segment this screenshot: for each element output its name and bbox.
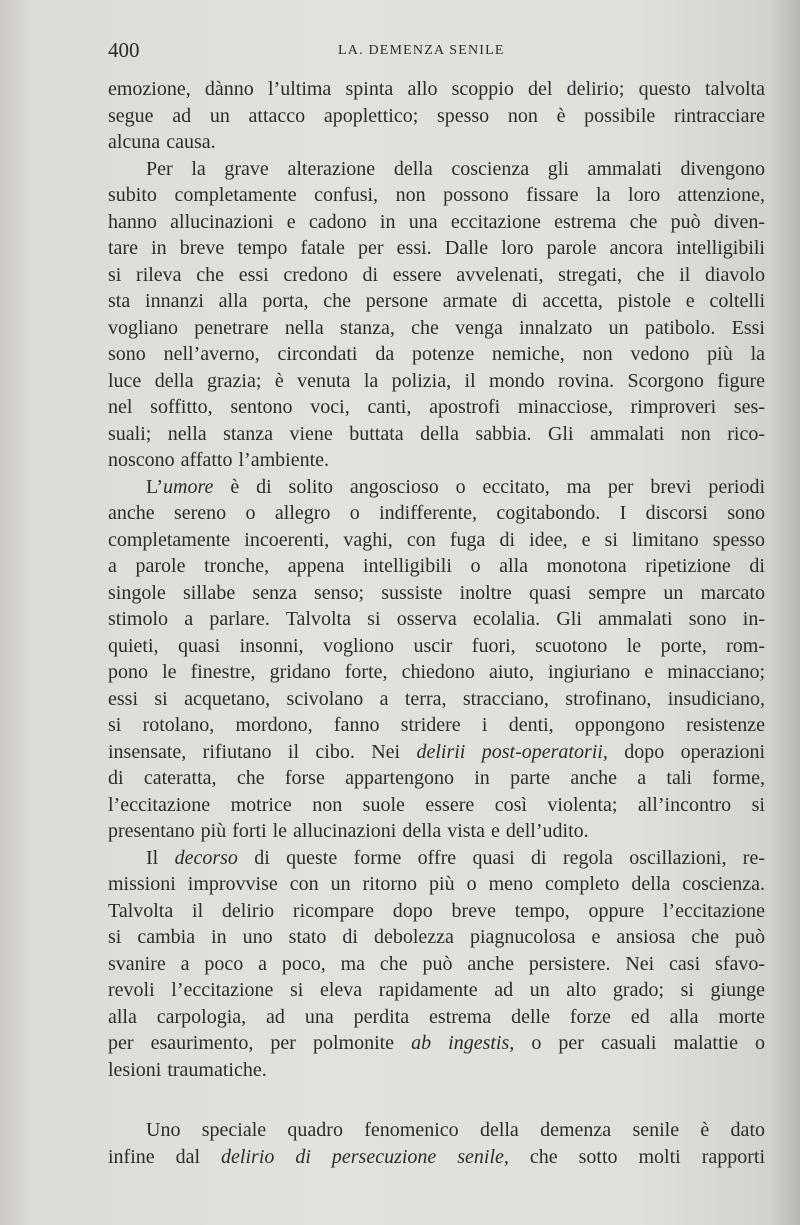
text-line: a parole tronche, appena intelligibili o alla monotona ripetizione di xyxy=(108,555,765,577)
text-segment: dopo operazioni xyxy=(607,740,765,763)
text-segment: per esaurimento, per polmonite xyxy=(108,1032,412,1054)
italic-term: umore xyxy=(163,475,214,498)
text-segment: che sotto molti rapporti xyxy=(508,1145,766,1168)
text-line: subito completamente confusi, non possono fissare la loro attenzione, xyxy=(108,184,765,206)
text-line: pono le finestre, gridano forte, chiedono aiuto, ingiuriano e minacciano; xyxy=(108,661,765,683)
text-segment: infine dal xyxy=(108,1145,222,1168)
text-line: alla carpologia, ad una perdita estrema delle forze ed alla morte xyxy=(108,1005,765,1028)
text-line xyxy=(108,1030,765,1057)
text-line: presentano più forti le allucinazioni della vista e dell’udito. xyxy=(108,820,589,842)
text-line: lesioni traumatiche. xyxy=(108,1058,267,1081)
text-line: vogliano penetrare nella stanza, che venga innalzato un patibolo. Essi xyxy=(108,316,765,339)
text-line: Per la grave alterazione della coscienza gli ammalati divengono xyxy=(146,157,765,180)
text-line xyxy=(108,1144,765,1171)
italic-term: delirio di persecuzione senile, xyxy=(221,1145,509,1168)
text-line: hanno allucinazioni e cadono in una eccitazione estrema che può diven- xyxy=(108,210,765,233)
text-line xyxy=(108,739,765,766)
text-line: completamente incoerenti, vaghi, con fuga di idee, e si limitano spesso xyxy=(108,528,765,551)
text-line: anche sereno o allegro o indifferente, cogitabondo. I discorsi sono xyxy=(108,502,765,524)
body-text xyxy=(108,76,765,1170)
text-line xyxy=(108,474,765,501)
text-line: si rotolano, mordono, fanno stridere i denti, oppongono resistenze xyxy=(108,714,765,736)
text-line: quieti, quasi insonni, vogliono uscir fuori, scuotono le porte, rom- xyxy=(108,634,765,657)
running-title: LA. DEMENZA SENILE xyxy=(338,43,505,58)
text-segment: L’ xyxy=(146,475,164,498)
text-line: svanire a poco a poco, ma che può anche persistere. Nei casi sfavo- xyxy=(108,952,765,975)
text-line: singole sillabe senza senso; sussiste inoltre quasi sempre un marcato xyxy=(108,581,765,604)
text-line: noscono affatto l’ambiente. xyxy=(108,449,330,471)
text-line xyxy=(108,845,765,872)
italic-term: ab ingestis, xyxy=(411,1032,515,1054)
text-line: Talvolta il delirio ricompare dopo breve tempo, oppure l’eccitazione xyxy=(108,899,765,922)
italic-term: delirii post-operatorii, xyxy=(416,740,608,763)
text-line: emozione, dànno l’ultima spinta allo scoppio del delirio; questo talvolta xyxy=(108,78,765,100)
text-line: stimolo a parlare. Talvolta si osserva ecolalia. Gli ammalati sono in- xyxy=(108,608,765,630)
text-line: suali; nella stanza viene buttata della sabbia. Gli ammalati non rico- xyxy=(108,422,765,445)
text-segment: è di solito angoscioso o eccitato, ma per brevi periodi xyxy=(213,475,765,498)
text-line: sta innanzi alla porta, che persone armate di accetta, pistole e coltelli xyxy=(108,290,765,312)
text-line: luce della grazia; è venuta la polizia, il mondo rovina. Scorgono figure xyxy=(108,369,765,392)
text-line: si rileva che essi credono di essere avvelenati, stregati, che il diavolo xyxy=(108,263,765,286)
text-line: Uno speciale quadro fenomenico della demenza senile è dato xyxy=(146,1119,765,1141)
text-line: si cambia in uno stato di debolezza piagnucolosa e ansiosa che può xyxy=(108,926,765,948)
text-line: revoli l’eccitazione si eleva rapidamente ad un alto grado; si giunge xyxy=(108,979,765,1001)
text-line: nel soffitto, sentono voci, canti, apostrofi minacciose, rimproveri ses- xyxy=(108,396,765,418)
text-segment: o per casuali malattie o xyxy=(514,1032,765,1054)
text-line: missioni improvvise con un ritorno più o meno completo della coscienza. xyxy=(108,873,765,895)
text-line: l’eccitazione motrice non suole essere così violenta; all’incontro si xyxy=(108,793,765,816)
text-line: essi si acquetano, scivolano a terra, stracciano, strofinano, insudiciano, xyxy=(108,687,765,710)
text-segment: Il xyxy=(146,846,175,869)
text-line: sono nell’averno, circondati da potenze nemiche, non vedono più la xyxy=(108,343,765,365)
text-line: tare in breve tempo fatale per essi. Dalle loro parole ancora intelligibili xyxy=(108,237,765,259)
paragraph-gap xyxy=(108,1083,765,1117)
italic-term: decorso xyxy=(174,846,238,869)
page-header xyxy=(108,38,763,64)
text-line: segue ad un attacco apoplettico; spesso non è possibile rintracciare xyxy=(108,104,765,127)
text-segment: di queste forme offre quasi di regola oscillazioni, re- xyxy=(237,846,765,869)
page-number: 400 xyxy=(108,38,140,62)
text-segment: insensate, rifiutano il cibo. Nei xyxy=(108,740,417,763)
text-line: alcuna causa. xyxy=(108,131,216,153)
text-line: di cateratta, che forse appartengono in parte anche a tali forme, xyxy=(108,767,765,789)
